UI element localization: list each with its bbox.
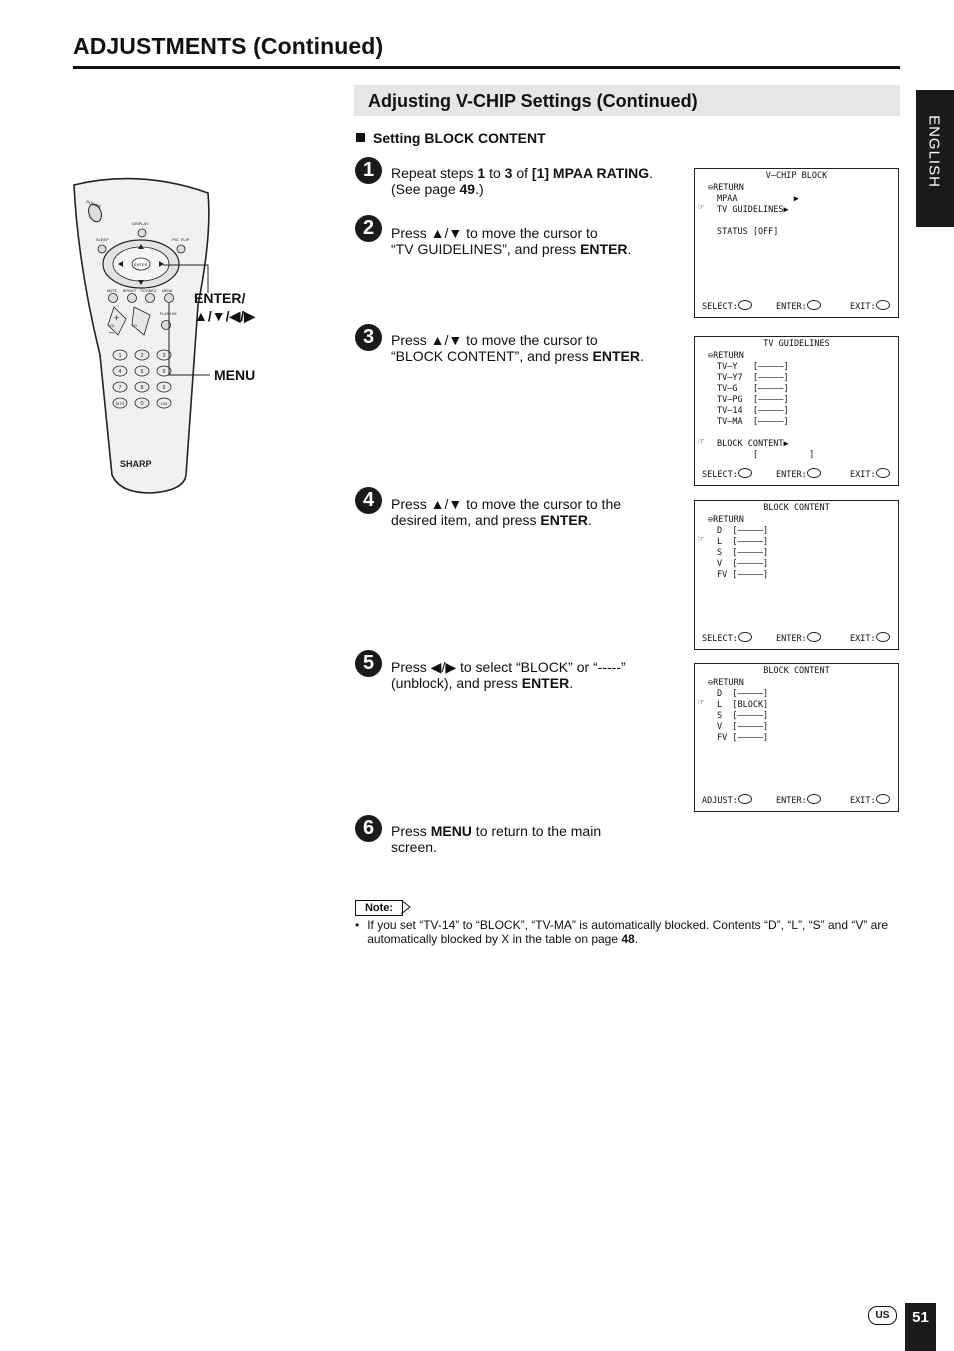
step-5-text: Press ◀/▶ to select “BLOCK” or “-----” (unblock), and press ENTER.: [391, 659, 626, 691]
osd-footer-exit: EXIT:: [850, 300, 890, 313]
keypad-label: 1: [118, 353, 122, 359]
note-text: • If you set “TV-14” to “BLOCK”, “TV-MA” is automatically blocked. Contents “D”, “L”, “S” and “V” are automatically blocked by X in the table on page 48.: [355, 918, 889, 946]
step-6-number: 6: [355, 815, 382, 842]
osd-title: BLOCK CONTENT: [763, 666, 830, 676]
osd-line: ⊖RETURN: [708, 515, 744, 525]
cursor-hand-icon: ☞: [698, 436, 705, 447]
osd-line: MPAA ▶: [717, 194, 799, 204]
menu-button-icon: [876, 300, 890, 310]
power-label: POWER: [85, 199, 102, 210]
osd-line: TV–Y7 [–––––]: [717, 373, 789, 383]
enter-button-icon: [807, 468, 821, 478]
arrows-callout-label: ▲/▼/◀/▶: [194, 308, 255, 324]
enter-button-icon: [807, 794, 821, 804]
osd-title: TV GUIDELINES: [763, 339, 830, 349]
display-label: DISPLAY: [132, 221, 149, 226]
osd-line: TV–G [–––––]: [717, 384, 789, 394]
osd-footer-exit: EXIT:: [850, 794, 890, 807]
bright-label: BRIGHT: [123, 289, 137, 293]
osd-footer-select: SELECT:: [702, 468, 752, 481]
osd-line: TV–14 [–––––]: [717, 406, 789, 416]
menu-button-icon: [876, 794, 890, 804]
keypad-label: 2: [140, 353, 144, 359]
osd-line: L [–––––]: [717, 537, 769, 547]
mute-label: MUTE: [107, 289, 117, 293]
cursor-hand-icon: ☞: [698, 202, 705, 213]
osd-line: V [–––––]: [717, 722, 769, 732]
osd-line: TV–Y [–––––]: [717, 362, 789, 372]
sleep-label: SLEEP: [96, 237, 109, 242]
dpad-icon: [738, 300, 752, 310]
osd-line: D [–––––]: [717, 689, 769, 699]
dpad-icon: [738, 794, 752, 804]
step-4-text: Press ▲/▼ to move the cursor to the desired item, and press ENTER.: [391, 496, 622, 528]
tvvideo-label: TV/VIDEO: [140, 289, 157, 293]
svg-text:–: –: [109, 327, 115, 337]
osd-line: TV–PG [–––––]: [717, 395, 789, 405]
osd-title: V–CHIP BLOCK: [765, 171, 828, 181]
note-label: Note:: [355, 900, 403, 916]
section-title: Adjusting V-CHIP Settings (Continued): [368, 91, 698, 111]
osd-line: L [BLOCK]: [717, 700, 769, 710]
cursor-hand-icon: ☞: [698, 697, 705, 708]
step-4-number: 4: [355, 487, 382, 514]
ch-label: CH: [132, 324, 138, 328]
menu-button: [165, 294, 174, 303]
keypad-label: 6: [162, 369, 166, 375]
dpad-icon: [738, 468, 752, 478]
osd-screen-tv-guidelines: [694, 336, 899, 486]
osd-footer-select: SELECT:: [702, 300, 752, 313]
keypad-label: 8: [140, 385, 144, 391]
language-label: ENGLISH: [925, 115, 943, 188]
language-tab: [916, 90, 954, 227]
osd-title: BLOCK CONTENT: [763, 503, 830, 513]
osd-footer-enter: ENTER:: [776, 794, 821, 807]
osd-line: STATUS [OFF]: [717, 227, 779, 237]
keypad-label: 4: [118, 369, 122, 375]
region-badge: US: [868, 1306, 897, 1325]
subheading-text: Setting BLOCK CONTENT: [373, 130, 546, 146]
enter-button-label: ENTER: [134, 262, 148, 267]
display-button: [138, 229, 146, 237]
menu-button-icon: [876, 468, 890, 478]
pic-flip-label: PIC. FLIP: [172, 237, 190, 242]
brand-logo: SHARP: [120, 459, 152, 469]
osd-line: TV GUIDELINES▶: [717, 205, 789, 215]
subheading: [356, 130, 546, 146]
tvvideo-button: [146, 294, 155, 303]
osd-line: V [–––––]: [717, 559, 769, 569]
flash-bk-label: FLASH BK: [160, 312, 177, 316]
dpad-icon: [738, 632, 752, 642]
menu-button-icon: [876, 632, 890, 642]
page-number: 51: [905, 1303, 936, 1351]
vol-label: VOL: [108, 324, 116, 328]
osd-screen-vchip-block: [694, 168, 899, 318]
note-bullet: •: [355, 918, 360, 932]
keypad-label: 9: [162, 385, 166, 391]
keypad-label: 7: [118, 385, 122, 391]
note-arrow-icon: [401, 900, 411, 914]
osd-footer-enter: ENTER:: [776, 468, 821, 481]
page-title: ADJUSTMENTS (Continued): [73, 33, 384, 59]
keypad-label: MTS: [115, 401, 125, 406]
osd-line: [ ]: [717, 450, 815, 460]
step-6-text: Press MENU to return to the main screen.: [391, 823, 602, 855]
osd-footer-select: SELECT:: [702, 632, 752, 645]
step-3-text: Press ▲/▼ to move the cursor to “BLOCK CONTENT”, and press ENTER.: [391, 332, 644, 364]
keypad-label: 100: [160, 401, 168, 406]
osd-footer-exit: EXIT:: [850, 468, 890, 481]
step-5-number: 5: [355, 650, 382, 677]
step-1-text: Repeat steps 1 to 3 of [1] MPAA RATING. (See page 49.): [391, 165, 653, 197]
mute-button: [109, 294, 118, 303]
keypad-label: 5: [140, 369, 144, 375]
step-2-number: 2: [355, 215, 382, 242]
osd-footer-enter: ENTER:: [776, 300, 821, 313]
keypad-label: 0: [140, 401, 144, 407]
bullet-square-icon: [356, 133, 365, 142]
remote-control-illustration: [60, 175, 290, 505]
osd-line: ⊖RETURN: [708, 678, 744, 688]
osd-screen-block-content: [694, 500, 899, 650]
osd-line: D [–––––]: [717, 526, 769, 536]
enter-button-icon: [807, 632, 821, 642]
step-2-text: Press ▲/▼ to move the cursor to “TV GUIDELINES”, and press ENTER.: [391, 225, 632, 257]
cursor-hand-icon: ☞: [698, 534, 705, 545]
enter-button-icon: [807, 300, 821, 310]
osd-line: S [–––––]: [717, 711, 769, 721]
svg-text:+: +: [114, 313, 120, 323]
pic-flip-button: [177, 245, 185, 253]
osd-line: TV–MA [–––––]: [717, 417, 789, 427]
osd-line: FV [–––––]: [717, 733, 769, 743]
osd-footer-enter: ENTER:: [776, 632, 821, 645]
osd-footer-exit: EXIT:: [850, 632, 890, 645]
step-1-number: 1: [355, 157, 382, 184]
osd-screen-block-content-set: [694, 663, 899, 812]
osd-line: ⊖RETURN: [708, 183, 744, 193]
osd-line: ⊖RETURN: [708, 351, 744, 361]
bright-button: [128, 294, 137, 303]
sleep-button: [98, 245, 106, 253]
osd-line: BLOCK CONTENT▶: [717, 439, 789, 449]
osd-line: FV [–––––]: [717, 570, 769, 580]
step-3-number: 3: [355, 324, 382, 351]
title-rule: [73, 66, 900, 69]
keypad-label: 3: [162, 353, 166, 359]
enter-callout-label: ENTER/: [194, 290, 246, 306]
menu-small-label: MENU: [162, 289, 173, 293]
osd-line: S [–––––]: [717, 548, 769, 558]
menu-callout-label: MENU: [214, 367, 256, 383]
osd-footer-select: ADJUST:: [702, 794, 752, 807]
